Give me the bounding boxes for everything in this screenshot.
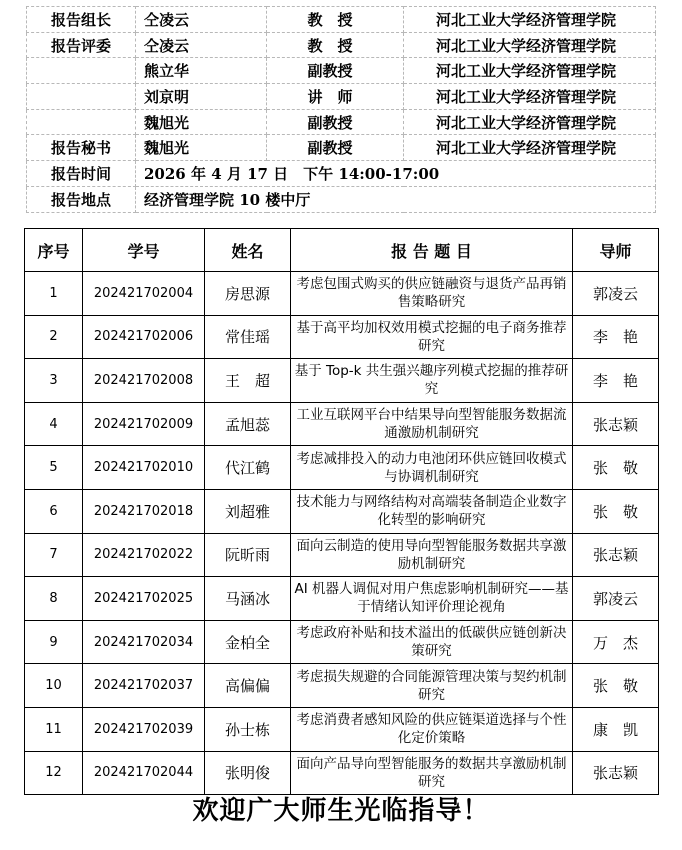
advisor-name: 李 艳 xyxy=(573,359,659,403)
member-name: 魏旭光 xyxy=(136,135,267,161)
report-topic: 面向云制造的使用导向型智能服务数据共享激励机制研究 xyxy=(291,533,573,577)
table-row xyxy=(25,446,659,490)
advisor-name: 张志颖 xyxy=(573,533,659,577)
time-label: 报告时间 xyxy=(27,161,136,187)
member-title-cell xyxy=(267,109,404,135)
row-index: 7 xyxy=(25,533,83,577)
student-id: 202421702004 xyxy=(83,272,205,316)
role-label: 报告秘书 xyxy=(27,135,136,161)
advisor-name: 张志颖 xyxy=(573,402,659,446)
row-index: 2 xyxy=(25,315,83,359)
header-topic: 报 告 题 目 xyxy=(291,229,573,272)
table-row xyxy=(25,272,659,316)
row-index: 4 xyxy=(25,402,83,446)
advisor-name: 张志颖 xyxy=(573,751,659,795)
member-title-cell xyxy=(267,58,404,84)
header-advisor: 导师 xyxy=(573,229,659,272)
table-header-row xyxy=(25,229,659,272)
table-row xyxy=(25,707,659,751)
advisor-name: 郭凌云 xyxy=(573,577,659,621)
student-name: 刘超雅 xyxy=(205,489,291,533)
member-title: 教 授 xyxy=(307,10,353,29)
role-label xyxy=(27,58,136,84)
member-title-cell xyxy=(267,32,404,58)
committee-row xyxy=(27,58,656,84)
student-name: 高偏偏 xyxy=(205,664,291,708)
member-org: 河北工业大学经济管理学院 xyxy=(404,109,656,135)
member-name: 仝凌云 xyxy=(136,32,267,58)
table-row xyxy=(25,402,659,446)
student-id: 202421702022 xyxy=(83,533,205,577)
header-name: 姓名 xyxy=(205,229,291,272)
role-label: 报告组长 xyxy=(27,7,136,33)
student-id: 202421702034 xyxy=(83,620,205,664)
report-schedule-table xyxy=(24,228,659,795)
role-label xyxy=(27,109,136,135)
member-title: 副教授 xyxy=(307,113,353,132)
report-topic: 考虑损失规避的合同能源管理决策与契约机制研究 xyxy=(291,664,573,708)
student-name: 马涵冰 xyxy=(205,577,291,621)
member-org: 河北工业大学经济管理学院 xyxy=(404,7,656,33)
member-name: 魏旭光 xyxy=(136,109,267,135)
table-row xyxy=(25,664,659,708)
report-topic: 考虑消费者感知风险的供应链渠道选择与个性化定价策略 xyxy=(291,707,573,751)
committee-row xyxy=(27,135,656,161)
member-org: 河北工业大学经济管理学院 xyxy=(404,84,656,110)
student-id: 202421702025 xyxy=(83,577,205,621)
member-name: 熊立华 xyxy=(136,58,267,84)
student-id: 202421702008 xyxy=(83,359,205,403)
place-row xyxy=(27,186,656,212)
member-title-cell xyxy=(267,84,404,110)
committee-info-table xyxy=(26,6,656,213)
student-id: 202421702018 xyxy=(83,489,205,533)
report-topic: 面向产品导向型智能服务的数据共享激励机制研究 xyxy=(291,751,573,795)
row-index: 9 xyxy=(25,620,83,664)
report-topic: 考虑包围式购买的供应链融资与退货产品再销售策略研究 xyxy=(291,272,573,316)
row-index: 8 xyxy=(25,577,83,621)
member-org: 河北工业大学经济管理学院 xyxy=(404,32,656,58)
student-name: 阮昕雨 xyxy=(205,533,291,577)
member-title: 副教授 xyxy=(307,62,353,81)
row-index: 12 xyxy=(25,751,83,795)
row-index: 5 xyxy=(25,446,83,490)
row-index: 10 xyxy=(25,664,83,708)
table-row xyxy=(25,751,659,795)
committee-row xyxy=(27,109,656,135)
header-student-id: 学号 xyxy=(83,229,205,272)
row-index: 11 xyxy=(25,707,83,751)
member-title: 副教授 xyxy=(307,139,353,158)
student-name: 常佳瑶 xyxy=(205,315,291,359)
report-topic: 基于 Top-k 共生强兴趣序列模式挖掘的推荐研究 xyxy=(291,359,573,403)
row-index: 1 xyxy=(25,272,83,316)
member-title-cell xyxy=(267,7,404,33)
advisor-name: 万 杰 xyxy=(573,620,659,664)
student-name: 金柏全 xyxy=(205,620,291,664)
report-topic: 考虑减排投入的动力电池闭环供应链回收模式与协调机制研究 xyxy=(291,446,573,490)
student-name: 代江鹤 xyxy=(205,446,291,490)
member-org: 河北工业大学经济管理学院 xyxy=(404,135,656,161)
student-name: 王 超 xyxy=(205,359,291,403)
table-row xyxy=(25,533,659,577)
student-id: 202421702006 xyxy=(83,315,205,359)
advisor-name: 张 敬 xyxy=(573,446,659,490)
table-row xyxy=(25,359,659,403)
committee-row xyxy=(27,7,656,33)
report-topic: 工业互联网平台中结果导向型智能服务数据流通激励机制研究 xyxy=(291,402,573,446)
report-topic: AI 机器人调侃对用户焦虑影响机制研究——基于情绪认知评价理论视角 xyxy=(291,577,573,621)
advisor-name: 张 敬 xyxy=(573,489,659,533)
student-id: 202421702009 xyxy=(83,402,205,446)
table-row xyxy=(25,577,659,621)
student-id: 202421702044 xyxy=(83,751,205,795)
header-index: 序号 xyxy=(25,229,83,272)
member-title: 讲 师 xyxy=(307,87,353,106)
advisor-name: 张 敬 xyxy=(573,664,659,708)
table-row xyxy=(25,620,659,664)
student-name: 孟旭蕊 xyxy=(205,402,291,446)
member-name: 仝凌云 xyxy=(136,7,267,33)
role-label xyxy=(27,84,136,110)
member-title: 教 授 xyxy=(307,36,353,55)
student-name: 张明俊 xyxy=(205,751,291,795)
welcome-message: 欢迎广大师生光临指导！ xyxy=(192,796,490,826)
time-row xyxy=(27,161,656,187)
report-topic: 基于高平均加权效用模式挖掘的电子商务推荐研究 xyxy=(291,315,573,359)
student-id: 202421702039 xyxy=(83,707,205,751)
advisor-name: 康 凯 xyxy=(573,707,659,751)
advisor-name: 李 艳 xyxy=(573,315,659,359)
student-name: 房思源 xyxy=(205,272,291,316)
student-id: 202421702037 xyxy=(83,664,205,708)
student-id: 202421702010 xyxy=(83,446,205,490)
row-index: 6 xyxy=(25,489,83,533)
place-label: 报告地点 xyxy=(27,186,136,212)
place-value: 经济管理学院 10 楼中厅 xyxy=(136,186,656,212)
report-topic: 考虑政府补贴和技术溢出的低碳供应链创新决策研究 xyxy=(291,620,573,664)
table-row xyxy=(25,489,659,533)
committee-row xyxy=(27,32,656,58)
committee-row xyxy=(27,84,656,110)
advisor-name: 郭凌云 xyxy=(573,272,659,316)
member-title-cell xyxy=(267,135,404,161)
role-label: 报告评委 xyxy=(27,32,136,58)
time-value: 2026 年 4 月 17 日 下午 14:00-17:00 xyxy=(136,161,656,187)
member-org: 河北工业大学经济管理学院 xyxy=(404,58,656,84)
student-name: 孙士栋 xyxy=(205,707,291,751)
report-topic: 技术能力与网络结构对高端装备制造企业数字化转型的影响研究 xyxy=(291,489,573,533)
member-name: 刘京明 xyxy=(136,84,267,110)
table-row xyxy=(25,315,659,359)
row-index: 3 xyxy=(25,359,83,403)
